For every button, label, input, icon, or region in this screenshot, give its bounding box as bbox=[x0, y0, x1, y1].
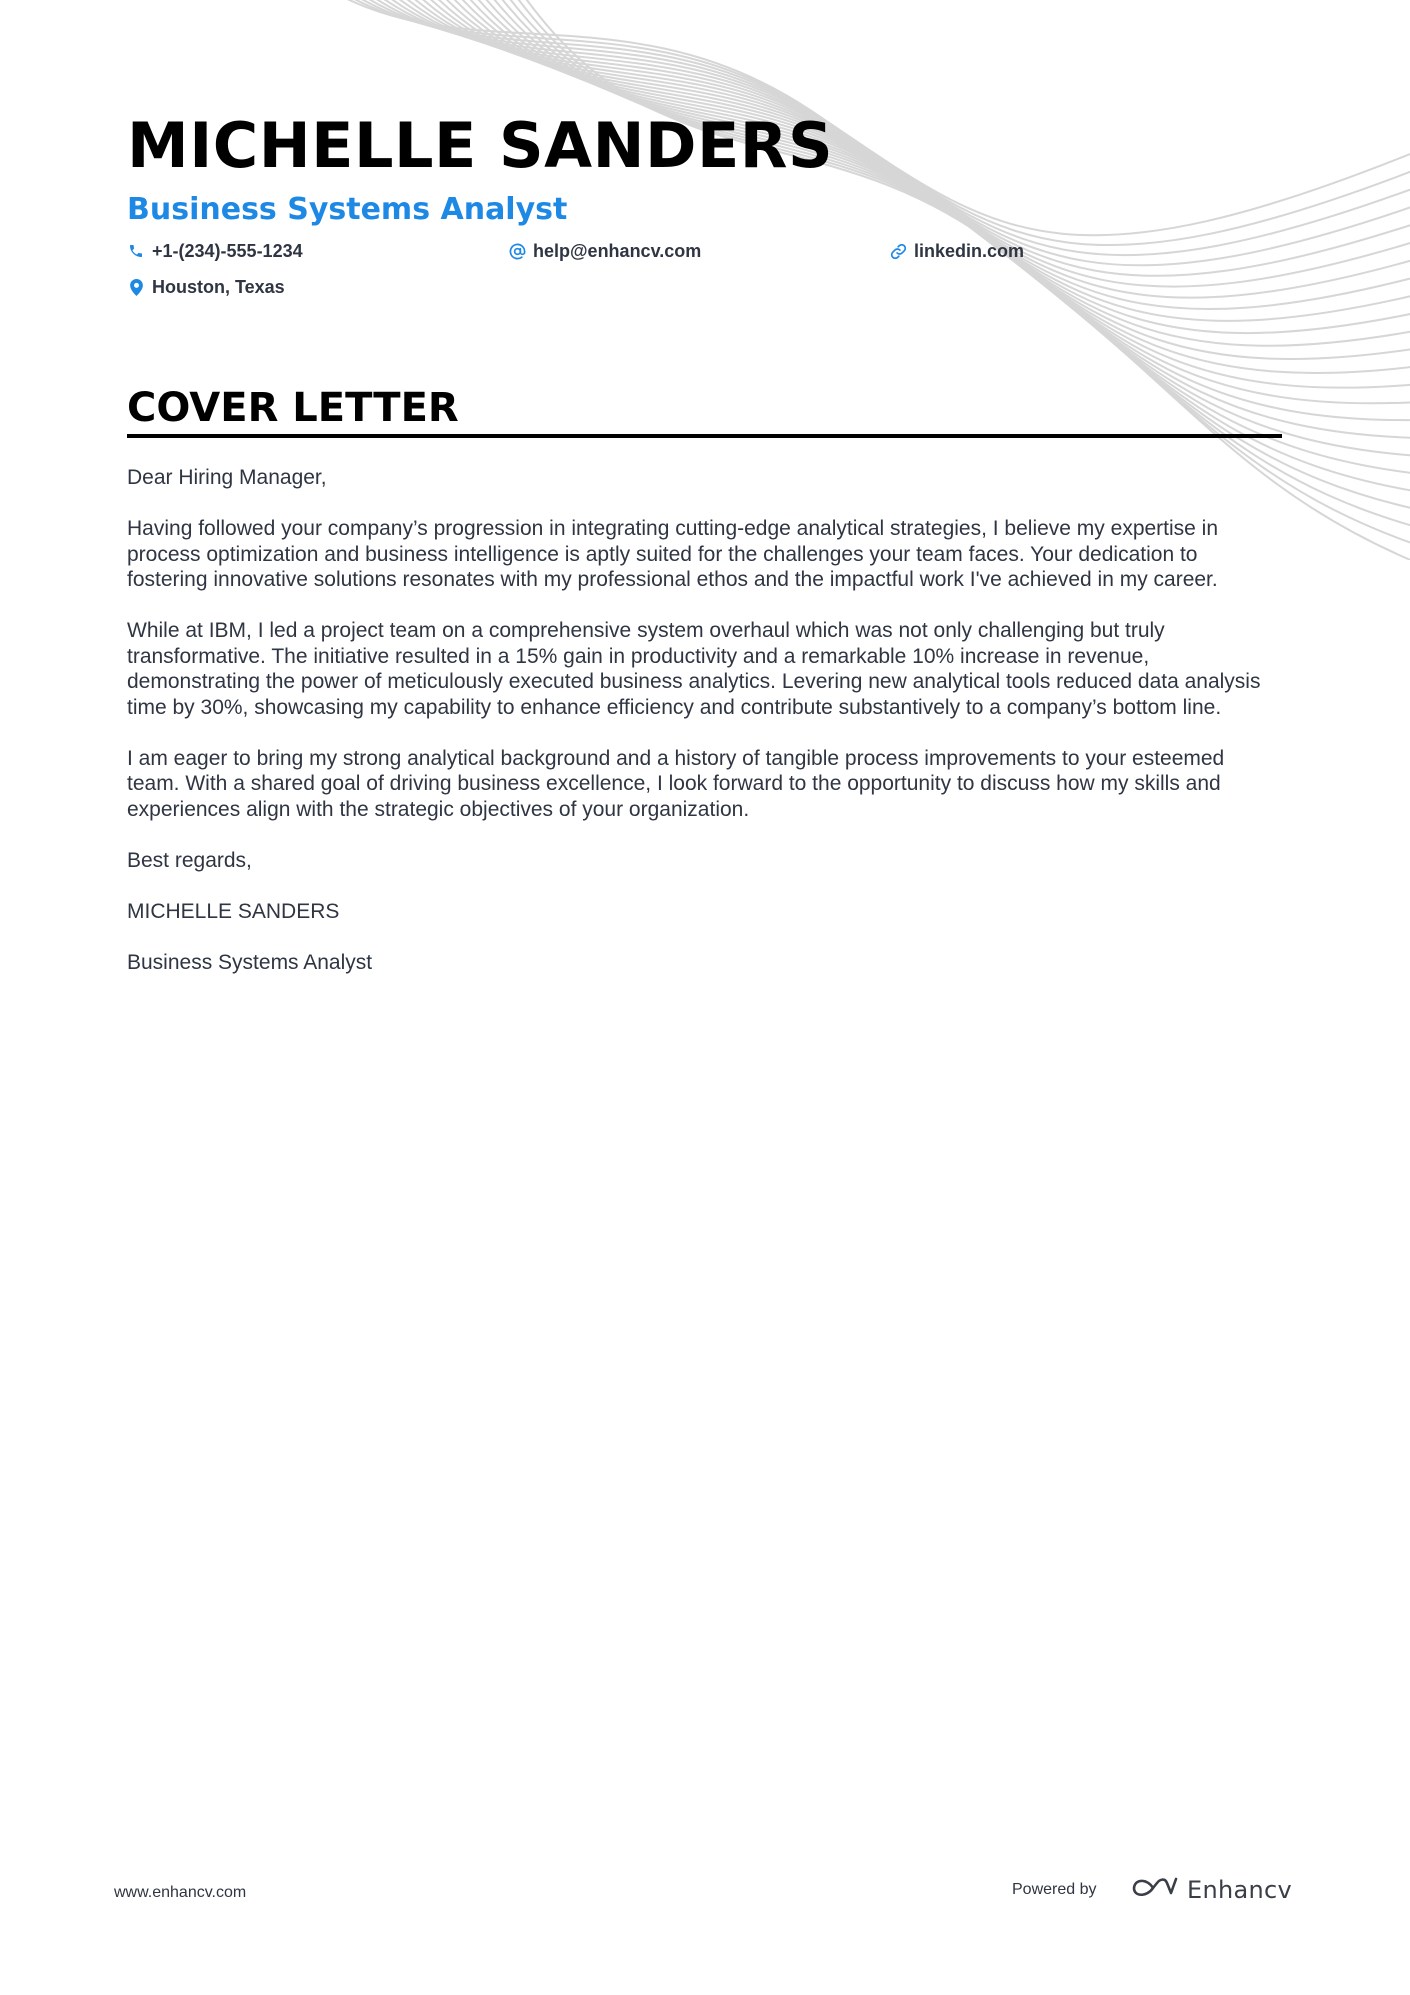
contact-linkedin[interactable] bbox=[889, 238, 1024, 264]
letter-body bbox=[127, 465, 1282, 1001]
letter-signature-name: MICHELLE SANDERS bbox=[127, 899, 340, 923]
contact-email[interactable] bbox=[508, 238, 701, 264]
candidate-name: MICHELLE SANDERS bbox=[127, 109, 834, 182]
wave-line bbox=[429, 0, 1410, 373]
contact-phone bbox=[127, 238, 303, 264]
candidate-job-title: Business Systems Analyst bbox=[127, 192, 568, 227]
wave-line bbox=[479, 0, 1410, 474]
link-icon bbox=[889, 242, 907, 260]
contact-location bbox=[127, 274, 285, 300]
at-sign-icon bbox=[508, 242, 526, 260]
contact-phone-text: +1-(234)-555-1234 bbox=[152, 240, 303, 261]
footer-website-link[interactable]: www.enhancv.com bbox=[114, 1884, 247, 1901]
letter-signature-title: Business Systems Analyst bbox=[127, 950, 373, 974]
footer-brand-name: Enhancv bbox=[1187, 1876, 1293, 1904]
section-divider bbox=[127, 434, 1282, 438]
wave-line bbox=[503, 0, 1410, 528]
section-heading-cover-letter: COVER LETTER bbox=[127, 385, 459, 431]
contact-location-text: Houston, Texas bbox=[152, 276, 285, 297]
wave-line bbox=[454, 0, 1410, 420]
footer-brand-logo[interactable] bbox=[1131, 1870, 1292, 1910]
contact-linkedin-text: linkedin.com bbox=[914, 240, 1025, 261]
letter-salutation: Dear Hiring Manager, bbox=[127, 466, 327, 489]
wave-line bbox=[462, 0, 1410, 438]
map-pin-icon bbox=[127, 278, 145, 296]
wave-line bbox=[446, 0, 1410, 403]
wave-line bbox=[470, 0, 1410, 456]
letter-paragraph: I am eager to bring my strong analytical background and a history of tangible process improvements to your esteemed team. With a shared goal of driving business excellence, I look forward to the opportunity to discuss how my skills and experiences align with the strategic objectives of your organization. bbox=[127, 746, 1225, 821]
footer-powered-by: Powered by bbox=[1012, 1881, 1097, 1898]
enhancv-logo-icon bbox=[1131, 1875, 1179, 1906]
letter-paragraph: While at IBM, I led a project team on a comprehensive system overhaul which was not only challenging but truly transformative. The initiative resulted in a 15% gain in productivity and a remarkable 10% increase in revenue, demonstrating the power of meticulously executed business analytics. Levering new analytical tools reduced data analysis time by 30%, showcasing my capability to enhance efficiency and contribute substantively to a company’s bottom line. bbox=[127, 619, 1261, 719]
contact-email-text: help@enhancv.com bbox=[533, 240, 702, 261]
phone-icon bbox=[127, 242, 145, 260]
letter-paragraph: Having followed your company’s progression in integrating cutting-edge analytical strategies, I believe my expertise in process optimization and business intelligence is aptly suited for the challenges your team faces. Your dedication to fostering innovative solutions resonates with my professional ethos and the impactful work I've achieved in my career. bbox=[127, 517, 1219, 591]
letter-closing: Best regards, bbox=[127, 848, 252, 872]
wave-line bbox=[437, 0, 1410, 388]
